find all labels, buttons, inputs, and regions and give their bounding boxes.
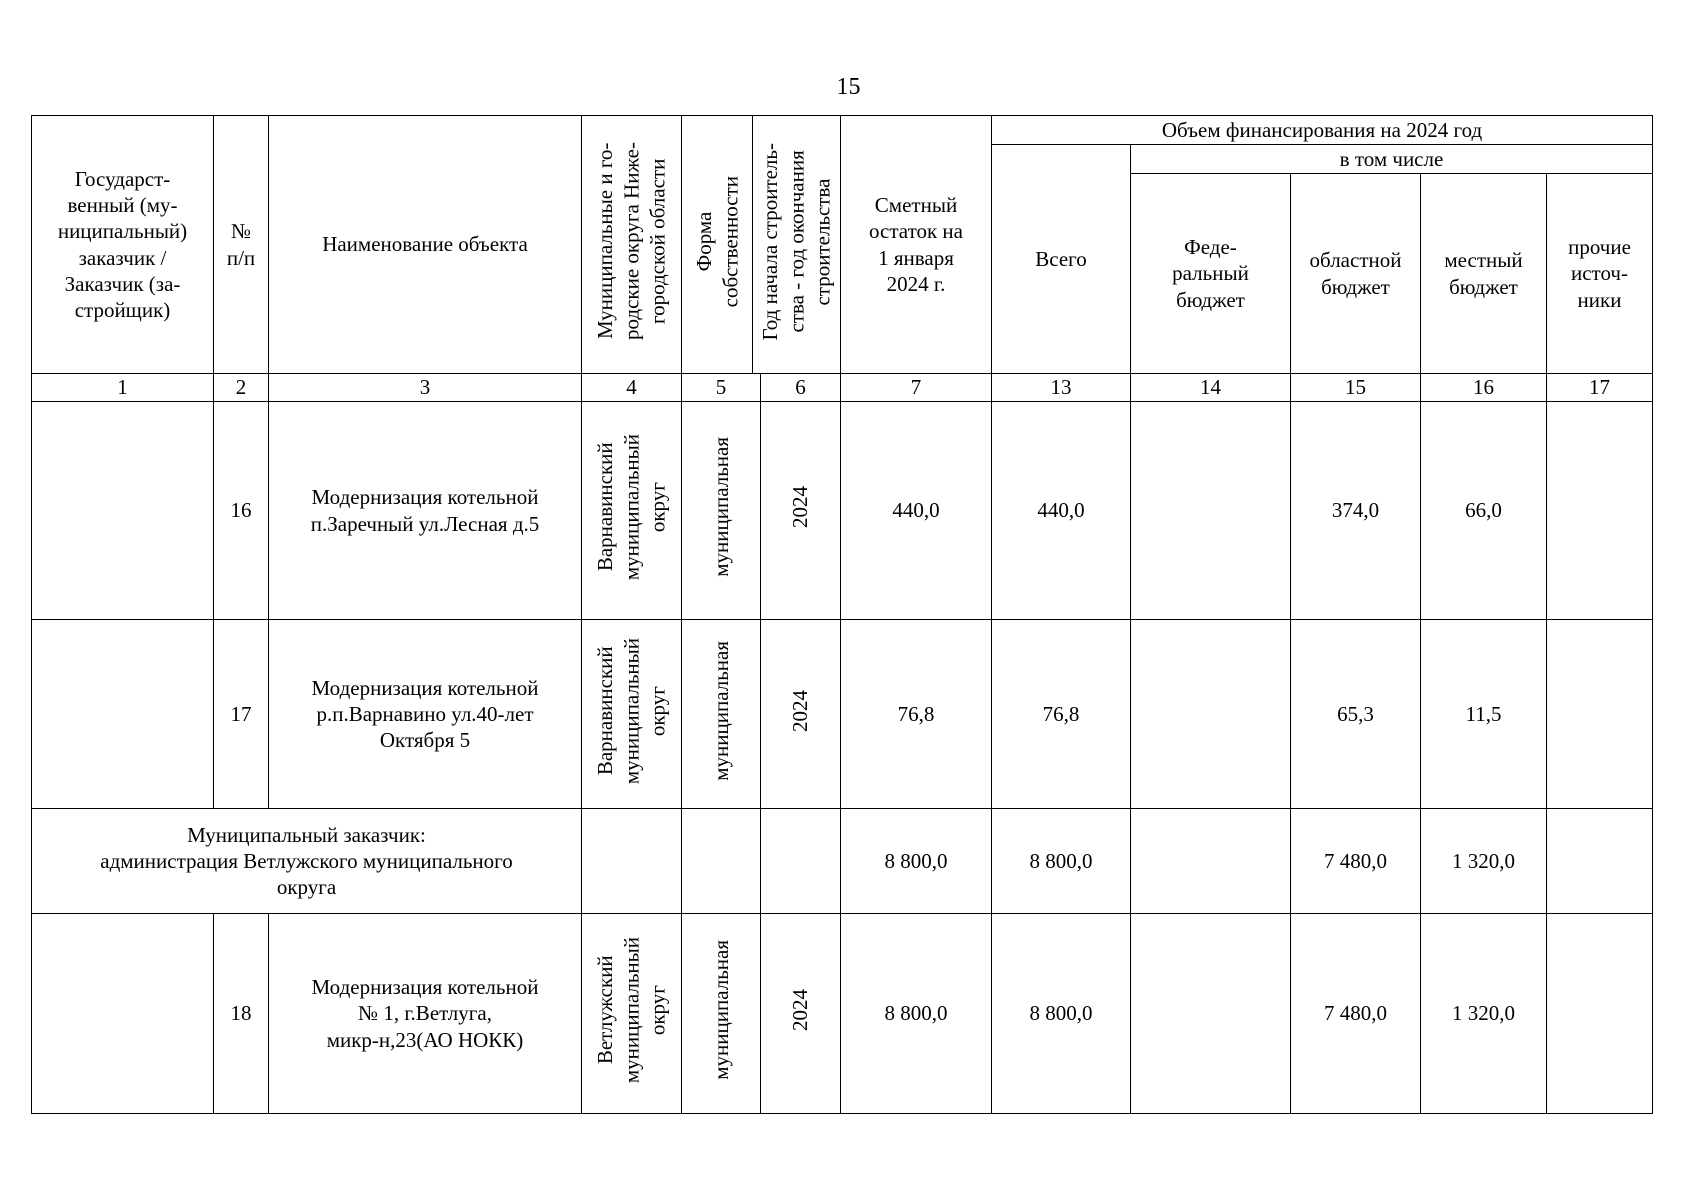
column-number: 3 xyxy=(269,374,582,402)
other-value xyxy=(1547,914,1653,1114)
header-municipality: Муниципальные и го- родские округа Ниже- городской области xyxy=(582,116,682,374)
column-number: 6 xyxy=(761,374,841,402)
header-funding-group: Объем финансирования на 2024 год xyxy=(992,116,1653,145)
ownership: муниципальная xyxy=(682,620,761,809)
municipality: Варнавинский муниципальный округ xyxy=(582,620,682,809)
construction-year: 2024 xyxy=(761,620,841,809)
column-number: 4 xyxy=(582,374,682,402)
column-number: 16 xyxy=(1421,374,1547,402)
column-number: 7 xyxy=(841,374,992,402)
municipality: Варнавинский муниципальный округ xyxy=(582,402,682,620)
group-customer-label: Муниципальный заказчик: администрация Ветлужского муниципального округа xyxy=(32,809,582,914)
header-customer: Государст- венный (му- ниципальный) заказчик / Заказчик (за- стройщик) xyxy=(32,116,214,374)
table-row xyxy=(32,620,1653,809)
estimate-value: 8 800,0 xyxy=(841,914,992,1114)
local-value: 11,5 xyxy=(1421,620,1547,809)
table-row xyxy=(32,402,1653,620)
object-name: Модернизация котельной р.п.Варнавино ул.40-лет Октября 5 xyxy=(269,620,582,809)
header-ownership: Форма собственности xyxy=(682,116,753,374)
total-value: 8 800,0 xyxy=(992,914,1131,1114)
construction-year: 2024 xyxy=(761,402,841,620)
federal-value xyxy=(1131,402,1291,620)
header-other: прочие источ- ники xyxy=(1547,174,1653,374)
regional-value: 7 480,0 xyxy=(1291,809,1421,914)
estimate-value: 440,0 xyxy=(841,402,992,620)
federal-value xyxy=(1131,620,1291,809)
customer-cell xyxy=(32,914,214,1114)
customer-cell xyxy=(32,402,214,620)
header-total: Всего xyxy=(992,145,1131,374)
column-number: 1 xyxy=(32,374,214,402)
construction-year xyxy=(761,809,841,914)
page-number: 15 xyxy=(836,74,861,100)
column-number: 5 xyxy=(682,374,761,402)
column-number: 17 xyxy=(1547,374,1653,402)
municipality xyxy=(582,809,682,914)
local-value: 1 320,0 xyxy=(1421,809,1547,914)
ownership: муниципальная xyxy=(682,914,761,1114)
header-local: местный бюджет xyxy=(1421,174,1547,374)
estimate-value: 76,8 xyxy=(841,620,992,809)
ownership: муниципальная xyxy=(682,402,761,620)
local-value: 1 320,0 xyxy=(1421,914,1547,1114)
group-row xyxy=(32,809,1653,914)
column-number: 14 xyxy=(1131,374,1291,402)
row-number: 17 xyxy=(214,620,269,809)
table-row xyxy=(32,914,1653,1114)
header-regional: областной бюджет xyxy=(1291,174,1421,374)
column-number: 13 xyxy=(992,374,1131,402)
total-value: 76,8 xyxy=(992,620,1131,809)
header-federal: Феде- ральный бюджет xyxy=(1131,174,1291,374)
object-name: Модернизация котельной № 1, г.Ветлуга, микр-н,23(АО НОКК) xyxy=(269,914,582,1114)
construction-year: 2024 xyxy=(761,914,841,1114)
federal-value xyxy=(1131,809,1291,914)
header-object-name: Наименование объекта xyxy=(269,116,582,374)
local-value: 66,0 xyxy=(1421,402,1547,620)
regional-value: 374,0 xyxy=(1291,402,1421,620)
total-value: 440,0 xyxy=(992,402,1131,620)
header-construction-years: Год начала строитель- ства - год окончания строительства xyxy=(753,116,841,374)
municipality: Ветлужский муниципальный округ xyxy=(582,914,682,1114)
ownership xyxy=(682,809,761,914)
row-number: 16 xyxy=(214,402,269,620)
estimate-value: 8 800,0 xyxy=(841,809,992,914)
header-including: в том числе xyxy=(1131,145,1653,174)
total-value: 8 800,0 xyxy=(992,809,1131,914)
regional-value: 7 480,0 xyxy=(1291,914,1421,1114)
column-number: 2 xyxy=(214,374,269,402)
customer-cell xyxy=(32,620,214,809)
other-value xyxy=(1547,620,1653,809)
row-number: 18 xyxy=(214,914,269,1114)
federal-value xyxy=(1131,914,1291,1114)
regional-value: 65,3 xyxy=(1291,620,1421,809)
other-value xyxy=(1547,402,1653,620)
header-estimate: Сметный остаток на 1 января 2024 г. xyxy=(841,116,992,374)
column-number: 15 xyxy=(1291,374,1421,402)
header-number: № п/п xyxy=(214,116,269,374)
other-value xyxy=(1547,809,1653,914)
financing-table xyxy=(31,115,1653,1114)
object-name: Модернизация котельной п.Заречный ул.Лесная д.5 xyxy=(269,402,582,620)
